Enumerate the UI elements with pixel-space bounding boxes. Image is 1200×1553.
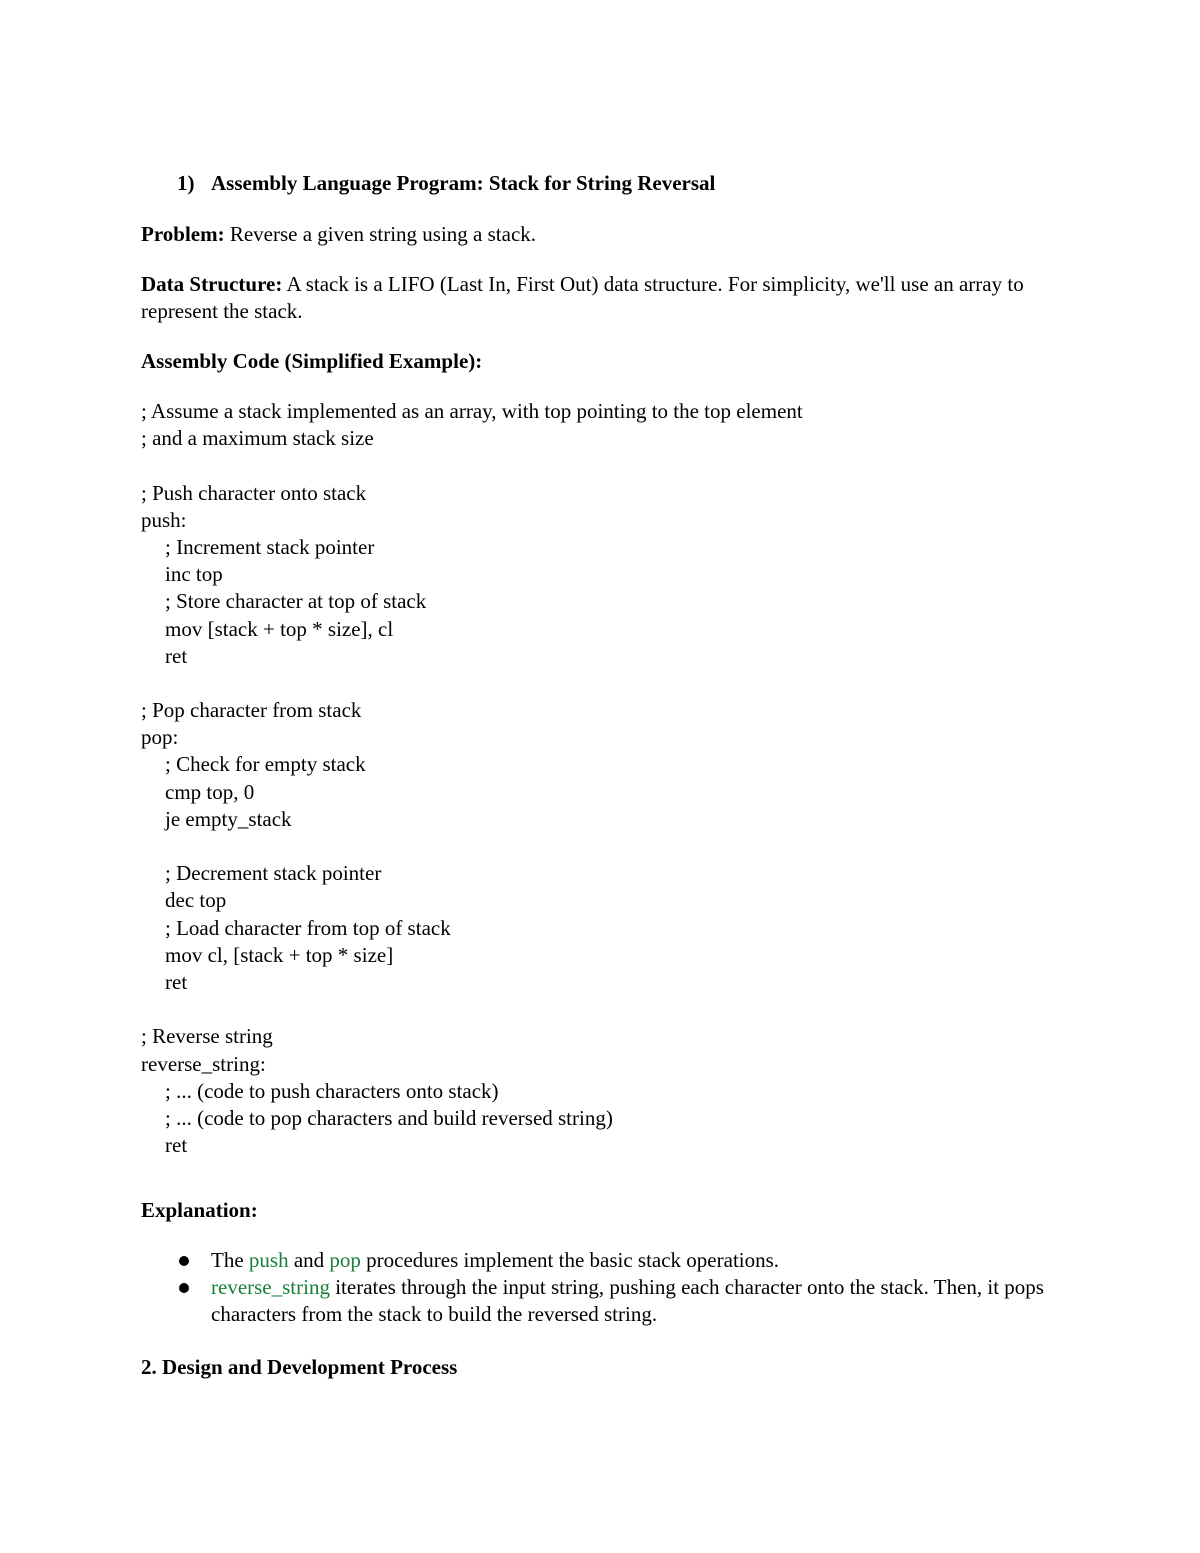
keyword-pop: pop: [329, 1248, 361, 1273]
data-structure-text: A stack is a LIFO (Last In, First Out) data structure. For simplicity, we'll use an array to represent the stack.: [141, 272, 1024, 323]
section-1-heading: [141, 168, 1071, 198]
code-line: ; Check for empty stack: [165, 752, 366, 777]
explanation-title: Explanation:: [141, 1198, 258, 1223]
code-line: ret: [165, 969, 188, 994]
code-line: reverse_string:: [141, 1051, 266, 1076]
code-blank-line: [141, 833, 1071, 860]
code-line: ; Assume a stack implemented as an array, with top pointing to the top element: [141, 399, 803, 423]
keyword-reverse-string: reverse_string: [211, 1275, 330, 1300]
list-item: reverse_string iterates through the input string, pushing each character onto the stack. Then, it pops characters from the stack to build the reversed string.: [211, 1274, 1071, 1328]
keyword-push: push: [248, 1248, 289, 1273]
code-block: [141, 398, 1071, 1159]
code-blank-line: [141, 670, 1071, 697]
code-line: push:: [141, 507, 187, 532]
bullet-icon: [179, 1256, 189, 1266]
code-line: dec top: [165, 888, 227, 913]
code-heading: Assembly Code (Simplified Example):: [141, 349, 483, 373]
code-blank-line: [141, 452, 1071, 479]
code-line: ret: [165, 643, 188, 668]
code-line: ; Increment stack pointer: [165, 534, 375, 559]
code-line: ; ... (code to pop characters and build reversed string): [165, 1105, 613, 1130]
code-line: ; Store character at top of stack: [165, 589, 427, 614]
code-line: ret: [165, 1133, 188, 1158]
code-line: ; Decrement stack pointer: [165, 861, 382, 886]
problem-paragraph: [141, 221, 1071, 248]
code-blank-line: [141, 996, 1071, 1023]
section-1-title: Assembly Language Program: Stack for String Reversal: [211, 171, 716, 195]
code-line: inc top: [165, 562, 223, 587]
code-line: pop:: [141, 725, 179, 750]
list-item: The push and pop procedures implement the basic stack operations.: [211, 1247, 1071, 1274]
explanation-list: [141, 1247, 1071, 1328]
problem-text: Reverse a given string using a stack.: [229, 222, 537, 246]
document-page: [141, 168, 1071, 1381]
section-2-heading: 2. Design and Development Process: [141, 1355, 458, 1380]
section-1-number: 1): [177, 171, 195, 195]
code-line: mov cl, [stack + top * size]: [165, 942, 394, 967]
code-line: ; Pop character from stack: [141, 698, 362, 723]
code-line: ; Load character from top of stack: [165, 915, 451, 940]
code-line: ; ... (code to push characters onto stack): [165, 1078, 499, 1103]
bullet-icon: [179, 1283, 189, 1293]
data-structure-paragraph: [141, 271, 1071, 325]
code-line: mov [stack + top * size], cl: [165, 616, 394, 641]
code-line: ; Push character onto stack: [141, 480, 367, 505]
code-line: ; Reverse string: [141, 1024, 273, 1049]
code-line: je empty_stack: [165, 806, 292, 831]
problem-label: Problem:: [141, 222, 225, 246]
code-line: ; and a maximum stack size: [141, 426, 374, 451]
code-line: cmp top, 0: [165, 779, 255, 804]
data-structure-label: Data Structure:: [141, 272, 283, 296]
